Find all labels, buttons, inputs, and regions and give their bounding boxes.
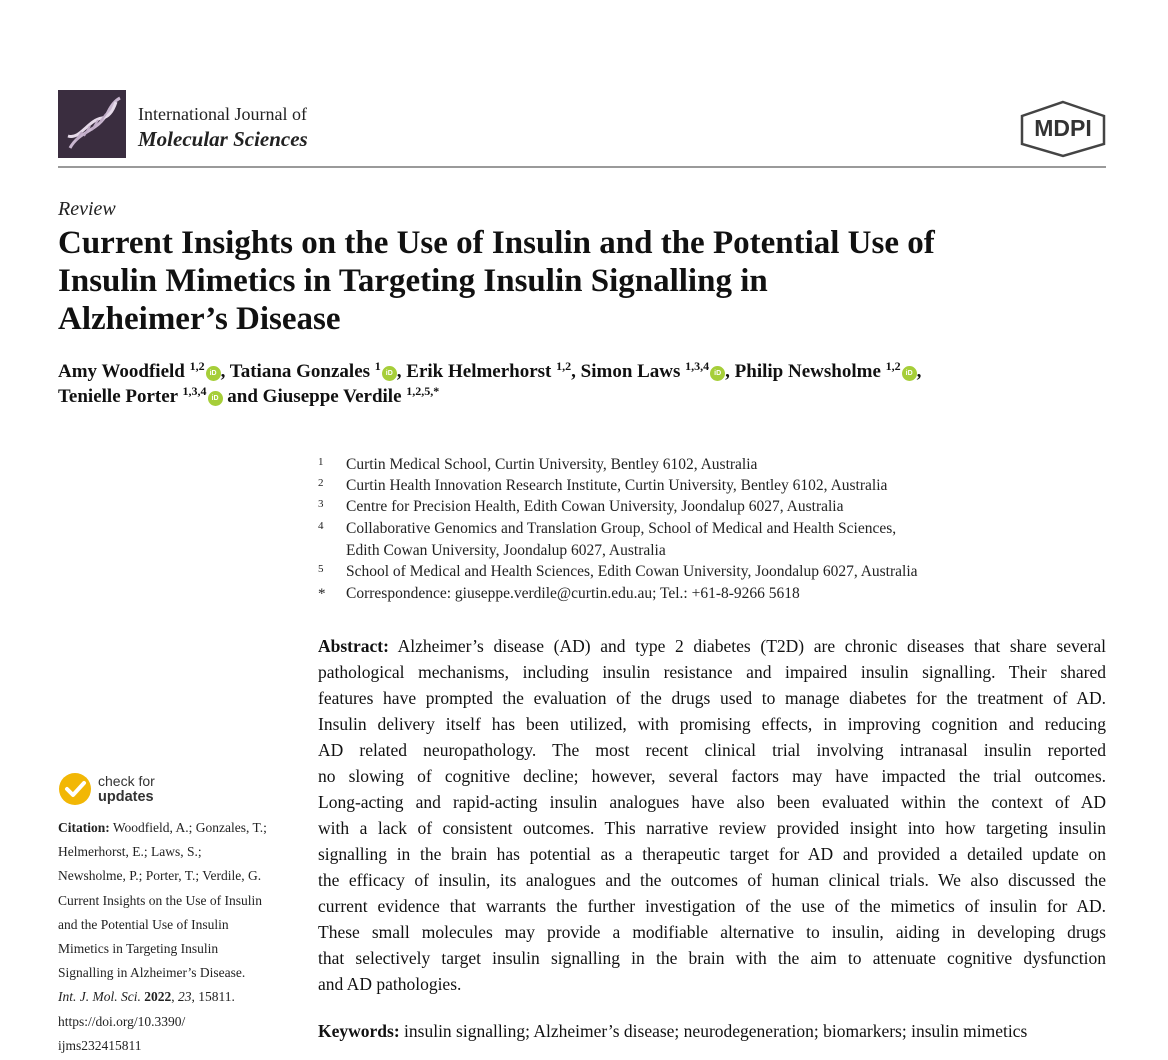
abstract-label: Abstract: <box>318 636 389 656</box>
affiliation-item <box>318 542 666 560</box>
citation-line: Citation: Woodfield, A.; Gonzales, T.; <box>58 820 267 835</box>
journal-name-line2: Molecular Sciences <box>138 127 308 151</box>
abstract-line: AD related neuropathology. The most recent clinical trial involving intranasal insulin reported <box>318 740 1106 760</box>
abstract-line: current evidence that warrants the further investigation of the use of the mimetics of insulin for AD. <box>318 896 1106 916</box>
affiliation-mark: 5 <box>318 563 324 575</box>
correspondence-text: Correspondence: giuseppe.verdile@curtin.edu.au; Tel.: +61-8-9266 5618 <box>346 585 800 602</box>
abstract-line: with a lack of consistent outcomes. This narrative review provided insight into how targeting insulin <box>318 818 1106 838</box>
author-affiliation: 1,2,5,* <box>406 384 440 398</box>
article-title-line: Alzheimer’s Disease <box>58 301 341 337</box>
article-title <box>58 224 1118 338</box>
citation-line: Mimetics in Targeting Insulin <box>58 941 219 957</box>
citation-article-number: 15811. <box>198 989 235 1005</box>
citation-journal: Int. J. Mol. Sci. <box>58 989 141 1005</box>
affiliation-text: Curtin Medical School, Curtin University, Bentley 6102, Australia <box>346 456 758 473</box>
author-separator: , <box>571 361 576 382</box>
abstract <box>318 633 1106 997</box>
citation-journal-line: Int. J. Mol. Sci. 2022, 23, 15811. <box>58 989 235 1005</box>
author-separator: , <box>916 361 922 382</box>
orcid-icon[interactable]: iD <box>208 391 223 406</box>
author-affiliation: 1,2 <box>189 359 205 373</box>
author-separator: , <box>725 361 730 382</box>
article-title-line: Insulin Mimetics in Targeting Insulin Signalling in <box>58 263 768 299</box>
author-name: Erik Helmerhorst <box>406 361 552 382</box>
affiliation-text: Curtin Health Innovation Research Institute, Curtin University, Bentley 6102, Australia <box>346 477 888 494</box>
author-affiliation: 1,2 <box>885 359 901 373</box>
author-name: Tatiana Gonzales <box>229 361 371 382</box>
orcid-icon[interactable]: iD <box>382 366 397 381</box>
orcid-icon[interactable]: iD <box>710 366 725 381</box>
author-name: Amy Woodfield <box>58 361 185 382</box>
affiliation-item <box>318 477 887 495</box>
author-name: Giuseppe Verdile <box>262 386 402 407</box>
affiliation-mark: 3 <box>318 498 324 510</box>
citation-line: Current Insights on the Use of Insulin <box>58 892 262 908</box>
mdpi-hexagon-icon <box>1020 100 1106 158</box>
affiliation-item <box>318 520 896 538</box>
keywords-label: Keywords: <box>318 1021 400 1041</box>
affiliation-item <box>318 563 918 581</box>
author-affiliation: 1,2 <box>556 359 572 373</box>
affiliation-mark: 1 <box>318 456 324 468</box>
article-title-line: Current Insights on the Use of Insulin and the Potential Use of <box>58 225 935 261</box>
affiliation-mark: 4 <box>318 520 324 532</box>
check-for-updates-button[interactable] <box>58 772 198 812</box>
author-name: Philip Newsholme <box>734 361 881 382</box>
citation-line: Newsholme, P.; Porter, T.; Verdile, G. <box>58 868 262 884</box>
mdpi-logo <box>1020 100 1106 158</box>
affiliation-item <box>318 456 757 474</box>
check-updates-line2: updates <box>98 789 154 805</box>
abstract-line: features have prompted the evaluation of the drugs used to manage diabetes for the treatment of AD. <box>318 688 1106 708</box>
doi-link[interactable]: https://doi.org/10.3390/ <box>58 1013 186 1029</box>
check-updates-line1: check for <box>98 773 155 789</box>
keywords <box>318 1021 1027 1042</box>
author-name: Simon Laws <box>580 361 681 382</box>
author-affiliation: 1,3,4 <box>182 384 207 398</box>
citation-block <box>58 816 298 1058</box>
abstract-line: Insulin delivery itself has been utilized, with promising effects, in improving cognition and reducing <box>318 714 1106 734</box>
orcid-icon[interactable]: iD <box>206 366 221 381</box>
citation-label: Citation: <box>58 820 110 835</box>
abstract-line: Long-acting and rapid-acting insulin analogues have also been evaluated within the context of AD <box>318 792 1106 812</box>
abstract-line: Abstract: Alzheimer’s disease (AD) and type 2 diabetes (T2D) are chronic diseases that share several <box>318 636 1106 656</box>
citation-year: 2022 <box>144 989 172 1005</box>
abstract-line: pathological mechanisms, including insulin resistance and impaired insulin signalling. Their shared <box>318 662 1106 682</box>
affiliation-mark: * <box>318 586 326 602</box>
affiliation-text: Collaborative Genomics and Translation Group, School of Medical and Health Sciences, <box>346 520 897 537</box>
check-updates-icon <box>58 772 92 806</box>
publisher-label: MDPI <box>1034 115 1092 141</box>
author-separator: , <box>396 361 402 382</box>
doi-link[interactable]: ijms232415811 <box>58 1037 142 1053</box>
affiliation-text: School of Medical and Health Sciences, Edith Cowan University, Joondalup 6027, Australia <box>346 563 918 580</box>
author-list-line-1 <box>58 361 921 383</box>
check-updates-text <box>98 774 155 805</box>
author-affiliation: 1 <box>374 359 381 373</box>
author-list-line-2 <box>58 386 439 408</box>
author-affiliation: 1,3,4 <box>685 359 710 373</box>
citation-line: Helmerhorst, E.; Laws, S.; <box>58 844 202 860</box>
abstract-line: and AD pathologies. <box>318 974 462 994</box>
abstract-line: no slowing of cognitive decline; however, several factors may have impacted the trial outcomes. <box>318 766 1106 786</box>
dna-helix-icon <box>58 90 126 158</box>
header-divider <box>58 166 1106 168</box>
journal-name <box>138 103 308 153</box>
author-name: Tenielle Porter <box>58 386 178 407</box>
correspondence-item <box>318 585 800 603</box>
affiliation-text: Edith Cowan University, Joondalup 6027, Australia <box>346 542 666 559</box>
journal-logo <box>58 90 126 158</box>
abstract-line: that selectively target insulin signalling in the brain with the aim to attenuate cognitive dysfunction <box>318 948 1106 968</box>
keywords-text: insulin signalling; Alzheimer’s disease; neurodegeneration; biomarkers; insulin mimetics <box>404 1021 1028 1041</box>
citation-volume: 23 <box>177 989 192 1005</box>
citation-line: Signalling in Alzheimer’s Disease. <box>58 965 246 981</box>
citation-line: and the Potential Use of Insulin <box>58 916 229 932</box>
abstract-line: the efficacy of insulin, its analogues and the outcomes of human clinical trials. We also discussed the <box>318 870 1106 890</box>
orcid-icon[interactable]: iD <box>902 366 917 381</box>
affiliation-item <box>318 498 844 516</box>
journal-name-line1: International Journal of <box>138 104 307 124</box>
article-type: Review <box>58 198 116 220</box>
abstract-line: signalling in the brain has potential as a therapeutic target for AD and provided a detailed update on <box>318 844 1106 864</box>
affiliation-text: Centre for Precision Health, Edith Cowan University, Joondalup 6027, Australia <box>346 498 844 515</box>
abstract-line: These small molecules may provide a modifiable alternative to insulin, aiding in developing drugs <box>318 922 1106 942</box>
author-separator: and <box>222 386 258 407</box>
author-separator: , <box>220 361 226 382</box>
affiliation-mark: 2 <box>318 477 324 489</box>
